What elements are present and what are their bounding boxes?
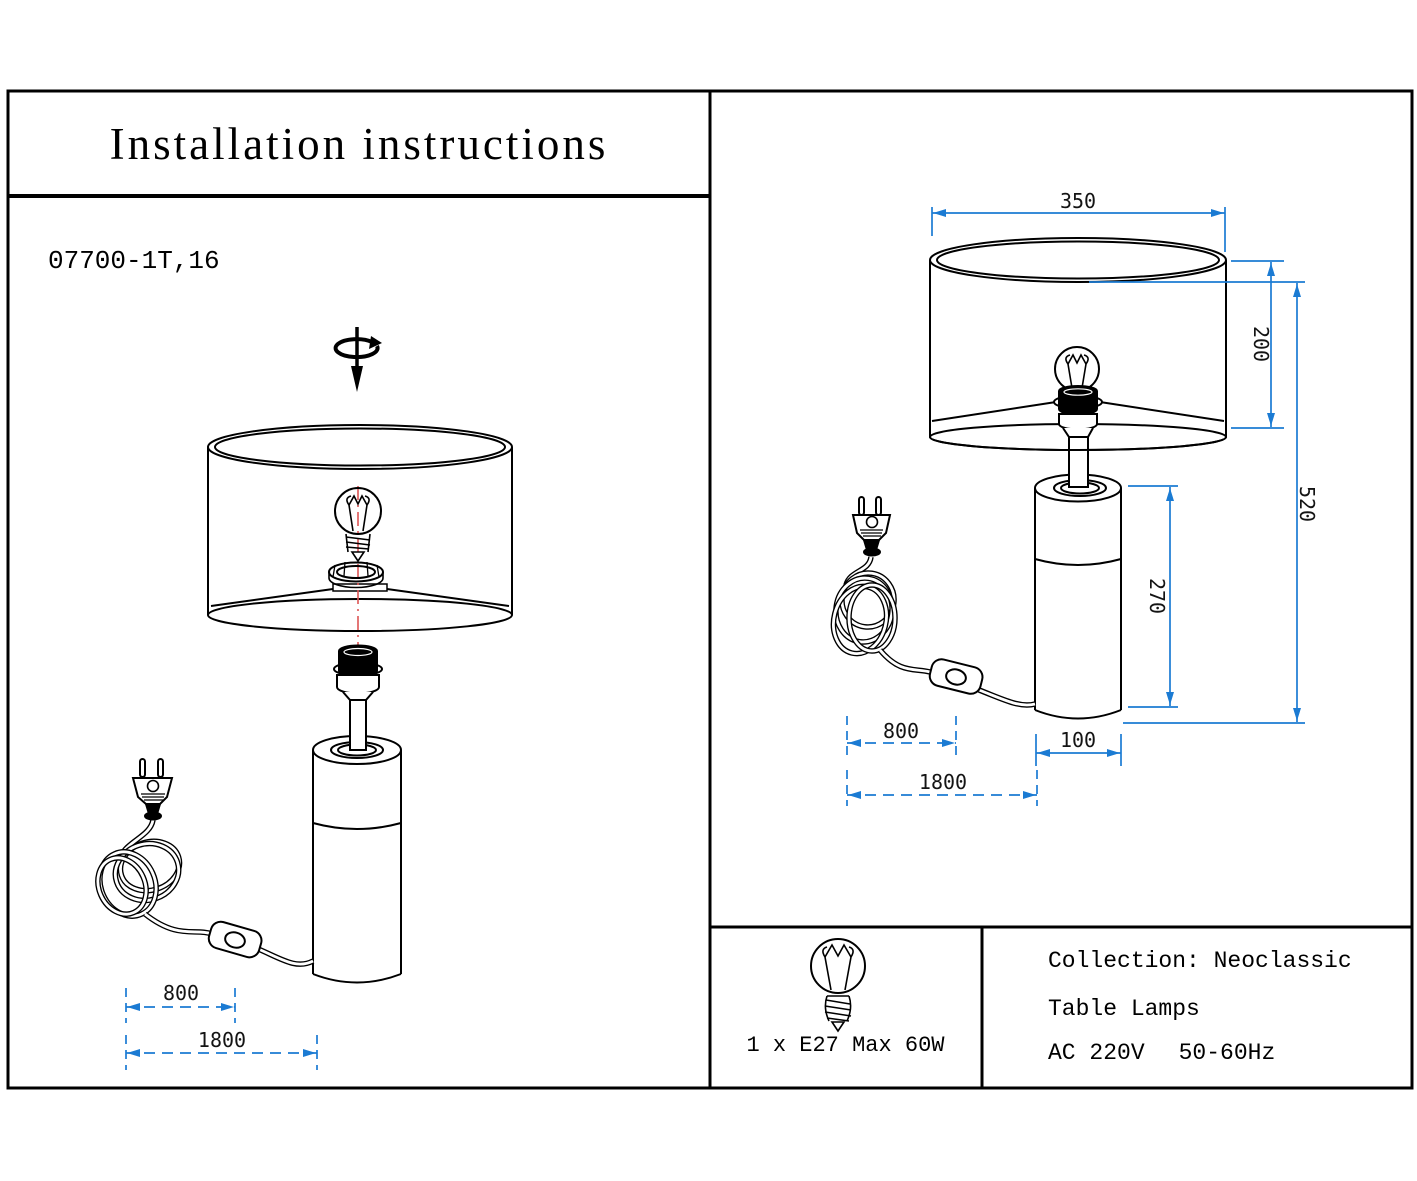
power-text xyxy=(1048,1040,1275,1066)
dim-label-270: 270 xyxy=(1145,577,1169,615)
dim-label-200: 200 xyxy=(1249,325,1273,363)
inline-switch-right xyxy=(928,657,985,696)
dim-label-520: 520 xyxy=(1295,485,1319,523)
category-text: Table Lamps xyxy=(1048,996,1200,1022)
lamp-stem xyxy=(350,700,366,750)
lamp-base xyxy=(313,700,401,983)
dim-label-1800-left: 1800 xyxy=(197,1028,247,1052)
stem-assembled xyxy=(1069,437,1088,487)
rotation-arrow-icon xyxy=(336,327,382,392)
frequency-text: 50-60Hz xyxy=(1178,1040,1276,1066)
dim-label-1800-right: 1800 xyxy=(918,770,968,794)
lamp-socket xyxy=(334,646,382,701)
spec-bulb-icon xyxy=(811,939,865,1031)
power-cord xyxy=(89,820,313,964)
page-title: Installation instructions xyxy=(109,118,609,169)
dim-label-100: 100 xyxy=(1059,728,1097,752)
power-plug-icon xyxy=(133,759,172,820)
voltage-text: AC 220V xyxy=(1048,1040,1145,1066)
power-cord-right xyxy=(827,557,1035,705)
socket-assembled xyxy=(1054,386,1102,437)
title-box xyxy=(8,91,710,196)
dim-350 xyxy=(932,207,1225,252)
model-number: 07700-1T,16 xyxy=(48,246,220,276)
bulb-assembled-icon xyxy=(1055,347,1099,391)
power-plug-right-icon xyxy=(853,497,890,556)
lamp-shade xyxy=(208,425,512,631)
inline-switch xyxy=(206,919,263,959)
left-lamp-drawing xyxy=(89,327,512,1070)
dim-label-800-right: 800 xyxy=(882,719,920,743)
dim-label-350: 350 xyxy=(1059,189,1097,213)
right-dimensions xyxy=(847,207,1305,806)
dim-label-800-left: 800 xyxy=(162,981,200,1005)
right-lamp-drawing xyxy=(827,207,1305,806)
lamp-spec-text: 1 x E27 Max 60W xyxy=(746,1033,945,1058)
collection-text: Collection: Neoclassic xyxy=(1048,948,1352,974)
